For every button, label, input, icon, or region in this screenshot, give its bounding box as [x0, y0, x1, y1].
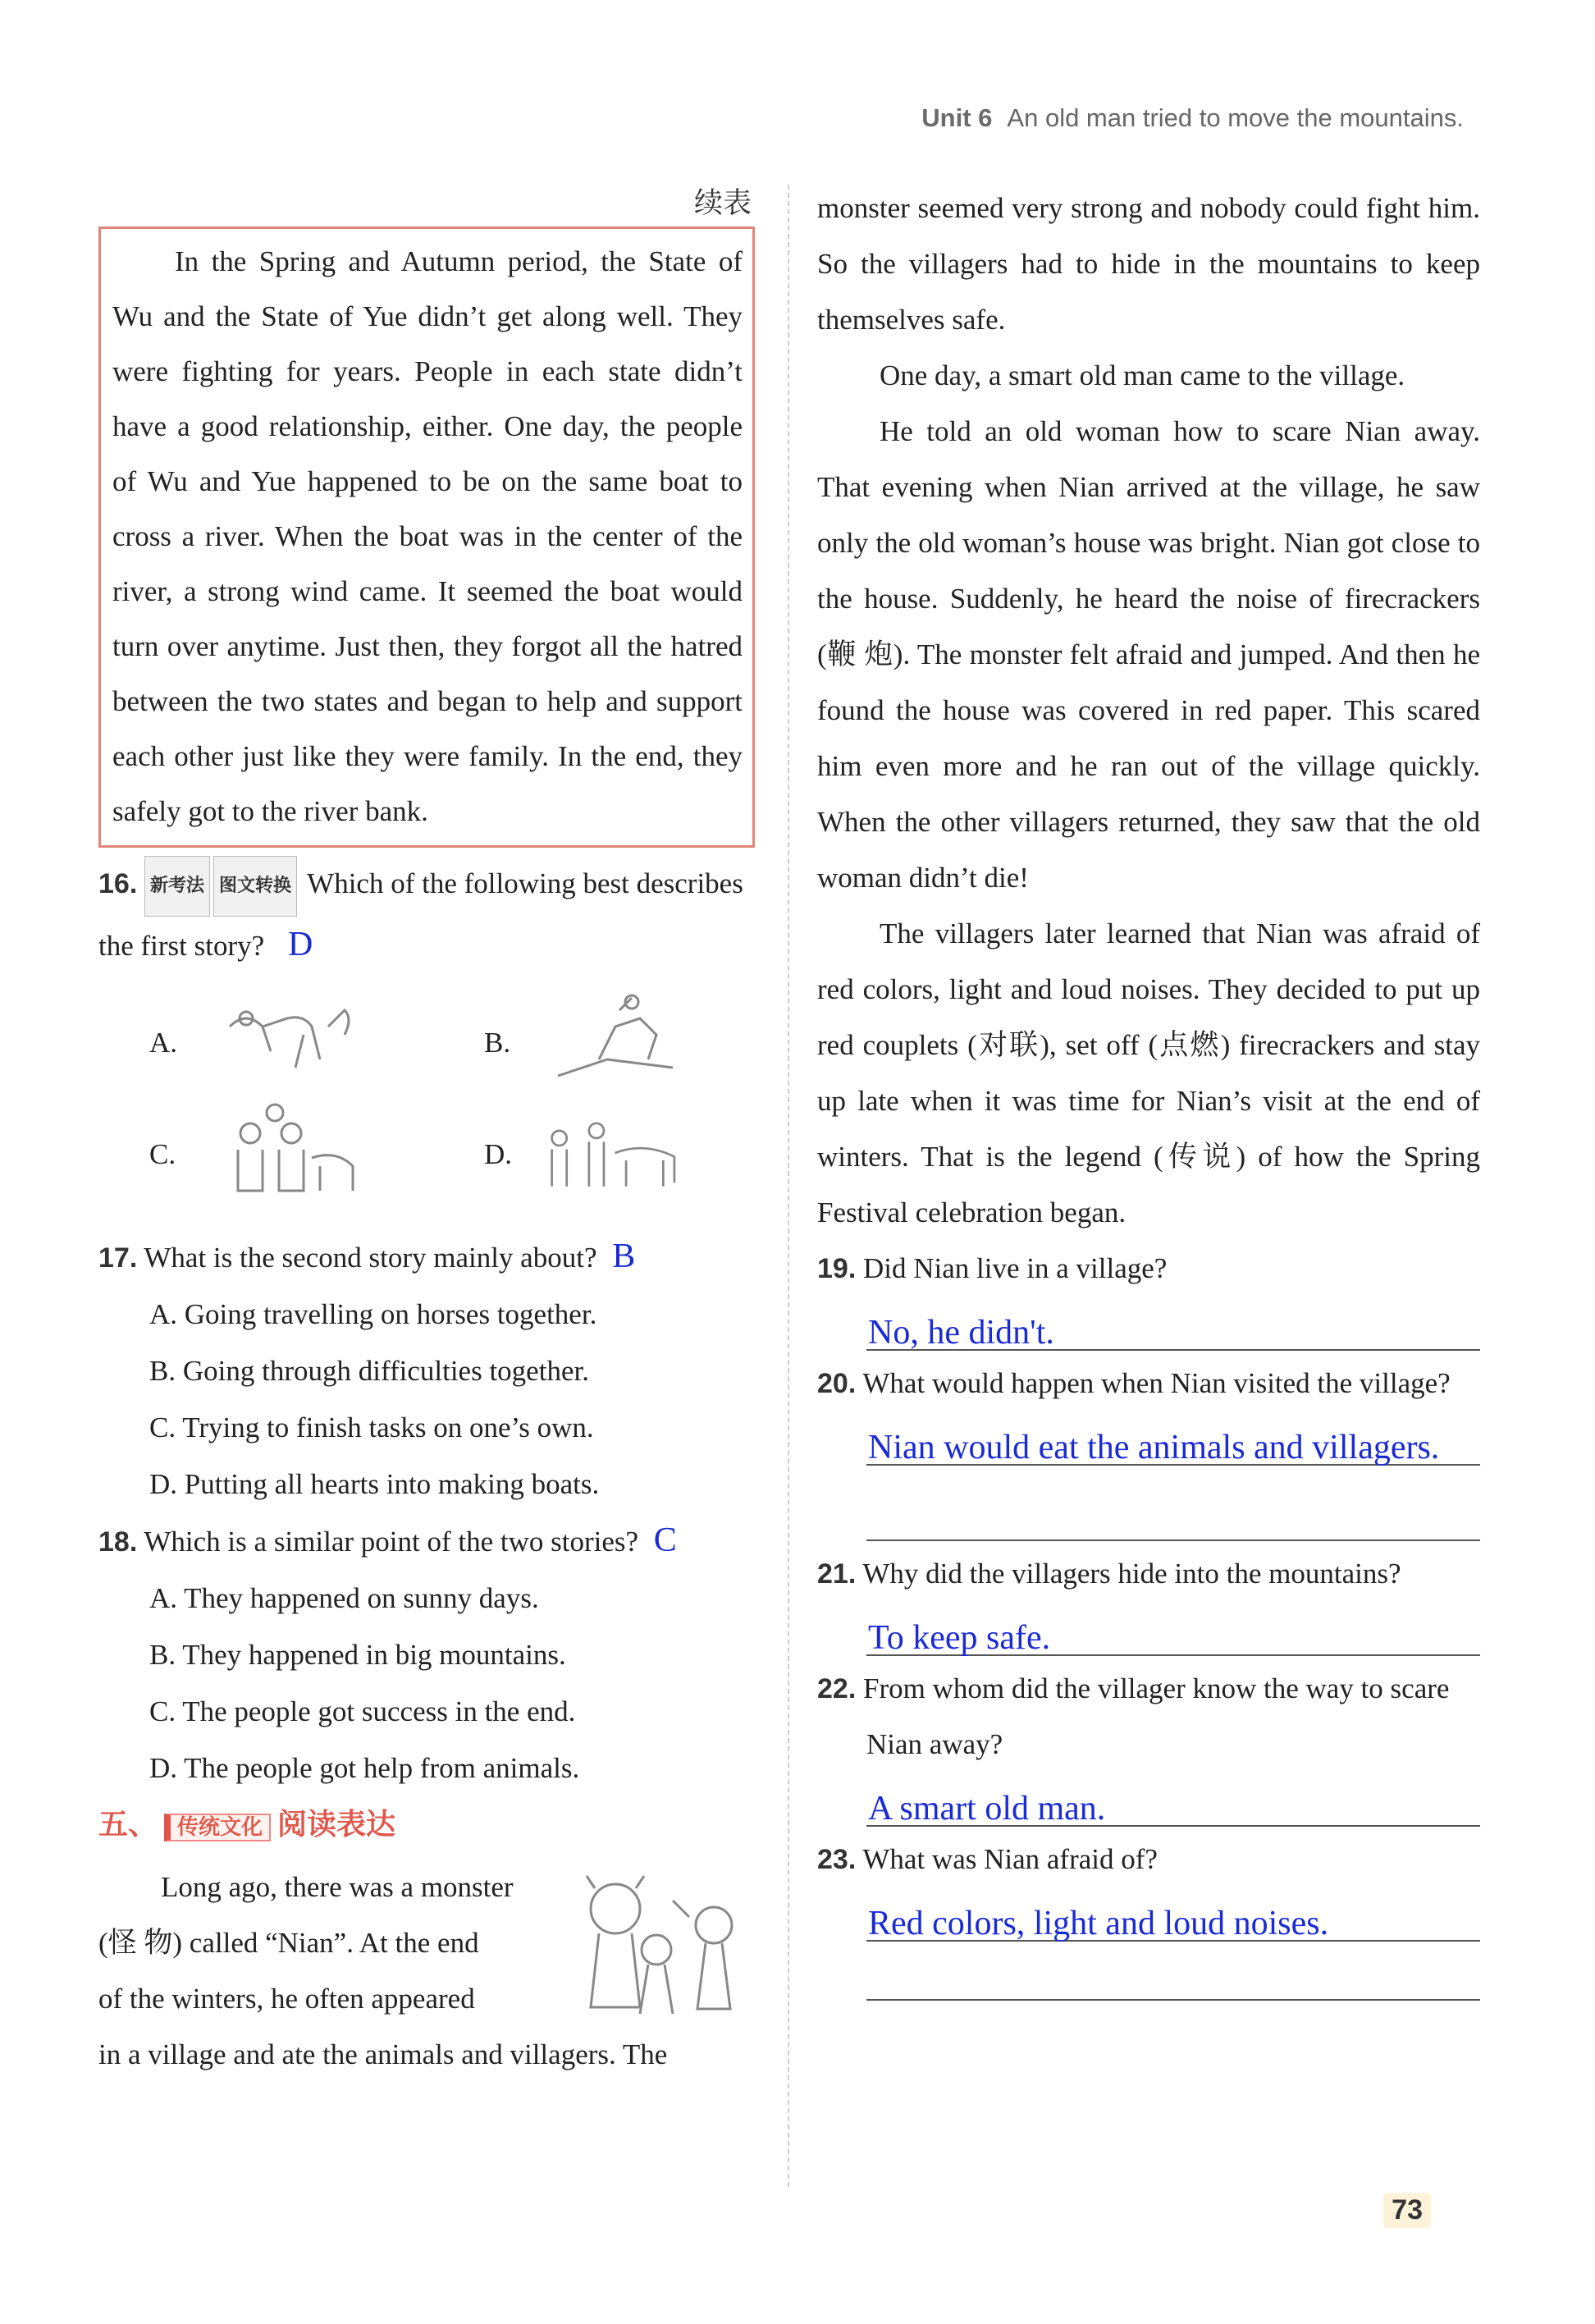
answer-line-23a[interactable]: [866, 1887, 1480, 1942]
option-d-label: D.: [484, 1138, 513, 1170]
right-column: [817, 181, 1480, 2001]
image-options-row-2: [98, 1100, 755, 1215]
monster-and-children-sketch-icon: [566, 1868, 755, 2032]
passage-paragraph-1: monster seemed very strong and nobody could fight him. So the villagers had to hide in the mountains to keep themselves safe.: [817, 192, 1480, 336]
question-text: What is the second story mainly about?: [144, 1242, 597, 1274]
question-text: Did Nian live in a village?: [863, 1252, 1168, 1284]
horses-sketch-icon: [213, 994, 369, 1092]
section-5-heading: [98, 1796, 755, 1856]
question-17: [98, 1228, 755, 1286]
question-number: 22.: [817, 1673, 857, 1704]
page-header: [921, 103, 1464, 133]
question-number: 21.: [817, 1558, 857, 1590]
cliff-horse-sketch-icon: [542, 986, 697, 1084]
passage-line-3: of the winters, he often appeared: [98, 1983, 475, 2015]
new-method-tag: 新考法: [144, 856, 210, 917]
question-text: From whom did the villager know the way to scare Nian away?: [863, 1672, 1450, 1760]
answer-line-19[interactable]: [866, 1297, 1480, 1351]
answer-19: No, he didn't.: [868, 1314, 1054, 1352]
option-c-label: C.: [149, 1138, 176, 1170]
answer-21: To keep safe.: [868, 1619, 1051, 1657]
question-text: Which is a similar point of the two stories?: [144, 1526, 639, 1558]
question-number: 23.: [817, 1844, 857, 1875]
q17-option-b: B. Going through difficulties together.: [149, 1355, 589, 1387]
story-two-text: In the Spring and Autumn period, the State of Wu and the State of Yue didn’t get along well. They were fighting for years. People in each state didn’t have a good relationship, either. One day, the people of Wu and Yue happened to be on the same boat to cross a river. When the boat was in the center of the river, a strong wind came. It seemed the boat would turn over anytime. Just then, they forgot all the hatred between the two states and began to help and support each other just like they were family. In the end, they safely got to the river bank.: [112, 245, 743, 827]
passage-line-2: (怪 物) called “Nian”. At the end: [98, 1927, 479, 1959]
traditional-culture-tag: 传统文化: [164, 1814, 271, 1841]
question-22: [817, 1661, 1480, 1773]
answer-18: C: [653, 1521, 677, 1559]
q18-option-d: D. The people got help from animals.: [149, 1752, 580, 1784]
answer-line-22[interactable]: [866, 1773, 1480, 1827]
q18-option-c: C. The people got success in the end.: [149, 1695, 576, 1727]
question-number: 16.: [98, 868, 138, 900]
answer-line-20b[interactable]: [866, 1466, 1480, 1541]
unit-label: Unit 6: [921, 103, 993, 132]
question-text: Why did the villagers hide into the mountains?: [862, 1558, 1401, 1590]
story-box: [98, 226, 755, 848]
question-text: Which of the following best describes the first story?: [98, 867, 743, 962]
q17-option-d: D. Putting all hearts into making boats.: [149, 1468, 600, 1500]
image-options-row-1: [98, 986, 755, 1100]
answer-17: B: [612, 1237, 636, 1275]
question-16: [98, 856, 755, 974]
people-with-cow-sketch-icon: [213, 1100, 369, 1199]
q17-option-c: C. Trying to finish tasks on one’s own.: [149, 1411, 594, 1443]
continued-label: 续表: [693, 187, 752, 219]
answer-line-23b[interactable]: [866, 1942, 1480, 2001]
question-number: 17.: [98, 1242, 138, 1274]
left-column: [98, 181, 755, 2083]
column-divider: [788, 185, 789, 2187]
question-20: [817, 1356, 1480, 1411]
answer-line-21[interactable]: [866, 1602, 1480, 1656]
question-text: What was Nian afraid of?: [862, 1843, 1158, 1875]
q18-option-a: A. They happened on sunny days.: [149, 1582, 539, 1614]
question-number: 20.: [817, 1368, 857, 1399]
question-19: [817, 1241, 1480, 1297]
passage-start: [98, 1860, 755, 2083]
people-with-animals-sketch-icon: [533, 1104, 689, 1202]
unit-title: An old man tried to move the mountains.: [1007, 103, 1464, 132]
answer-22: A smart old man.: [868, 1790, 1106, 1828]
option-a-label: A.: [149, 1027, 178, 1059]
answer-16: D: [287, 926, 313, 963]
question-18: [98, 1512, 755, 1570]
section-prefix: 五、: [98, 1808, 158, 1841]
q17-option-a: A. Going travelling on horses together.: [149, 1298, 597, 1330]
section-title: 阅读表达: [277, 1808, 396, 1841]
question-number: 18.: [98, 1526, 138, 1558]
passage-line-4: in a village and ate the animals and villagers. The: [98, 2038, 668, 2070]
passage-paragraph-2: One day, a smart old man came to the village.: [880, 359, 1405, 391]
passage-paragraph-4: The villagers later learned that Nian was afraid of red colors, light and loud noises. They decided to put up red couplets (对联), set off (点燃) firecrackers and stay up late when it was time for Nian’s visit at the end of winters. That is the legend (传说) of how the Spring Festival celebration began.: [817, 917, 1480, 1228]
option-b-label: B.: [484, 1027, 511, 1059]
question-23: [817, 1832, 1480, 1887]
q18-option-b: B. They happened in big mountains.: [149, 1639, 566, 1671]
answer-23: Red colors, light and loud noises.: [868, 1905, 1329, 1942]
page-number: 73: [1383, 2193, 1431, 2228]
passage-line-1: Long ago, there was a monster: [161, 1871, 514, 1903]
question-21: [817, 1546, 1480, 1602]
answer-20: Nian would eat the animals and villagers.: [868, 1429, 1440, 1466]
picture-text-tag: 图文转换: [213, 856, 297, 917]
question-number: 19.: [817, 1253, 857, 1284]
answer-line-20a[interactable]: [866, 1411, 1480, 1466]
passage-paragraph-3: He told an old woman how to scare Nian away. That evening when Nian arrived at the village, he saw only the old woman’s house was bright. Nian got close to the house. Suddenly, he heard the noise of firecrackers (鞭 炮). The monster felt afraid and jumped. And then he found the house was covered in red paper. This scared him even more and he ran out of the village quickly. When the other villagers returned, they saw that the old woman didn’t die!: [817, 415, 1480, 894]
question-text: What would happen when Nian visited the village?: [862, 1367, 1451, 1399]
